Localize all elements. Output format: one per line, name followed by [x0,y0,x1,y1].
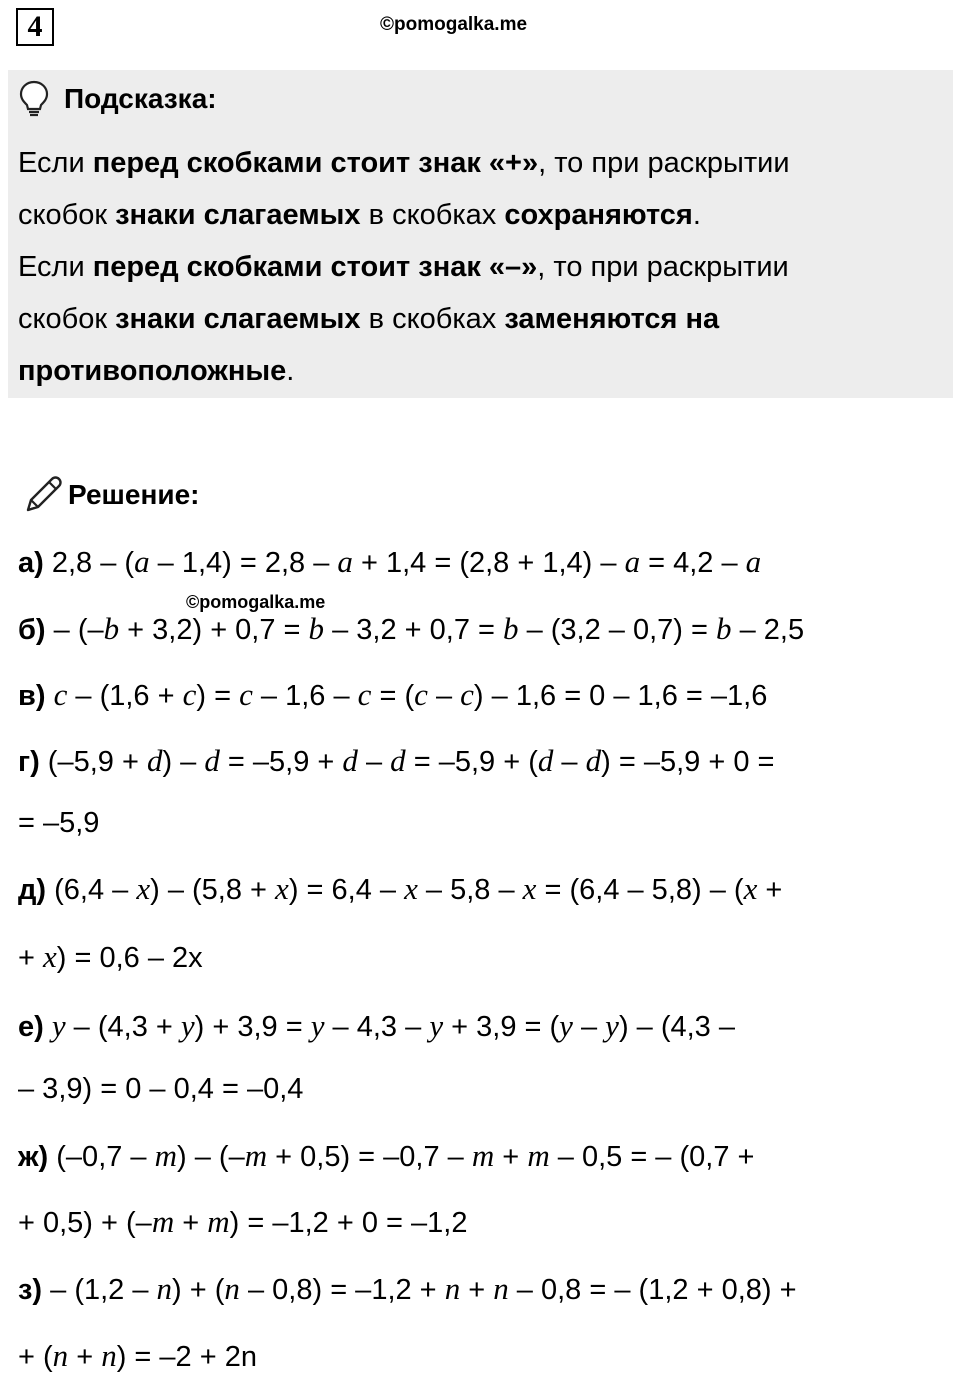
solution-expression: 2,8 – (a – 1,4) = 2,8 – a + 1,4 = (2,8 + 1,4) – a = 4,2 – a [43,544,762,579]
hint-line [18,146,790,180]
hint-bold-text: сохраняются [504,199,693,231]
hint-text-run: в скобках [360,303,505,335]
solution-expression: y – (4,3 + y) + 3,9 = y – 4,3 – y + 3,9 = (y – y) – (4,3 – [51,1008,735,1043]
solution-item-label: а) [18,547,44,579]
solution-expression: (–5,9 + d) – d = –5,9 + d – d = –5,9 + (d – d) = –5,9 + 0 = [39,743,775,778]
hint-text-run: скобок [18,303,116,335]
hint-line [18,250,789,284]
solution-line [18,1272,797,1307]
hint-bold-text: противоположные [18,355,287,387]
hint-text-run: в скобках [360,199,505,231]
hint-title: Подсказка: [64,83,217,114]
hint-text-run: , то при раскрытии [537,251,789,283]
solution-line [18,545,761,580]
watermark-top: ©pomogalka.me [380,14,528,35]
solution-line [18,806,99,840]
solution-title: Решение: [68,479,200,510]
solution-line [18,612,804,647]
solution-line [18,1205,467,1240]
solution-line [18,1139,754,1174]
hint-line [18,354,294,388]
hint-line [18,302,719,336]
solution-item-label: в) [18,680,46,712]
hint-bold-text: знаки слагаемых [115,303,361,335]
hint-line [18,198,701,232]
hint-box [8,70,953,398]
solution-line [18,1339,257,1374]
hint-bold-text: перед скобками стоит знак «+» [92,147,539,179]
solution-expression: (6,4 – x) – (5,8 + x) = 6,4 – x – 5,8 – x = (6,4 – 5,8) – (x + [46,871,783,906]
watermark-middle: ©pomogalka.me [186,592,326,612]
solution-expression: – 3,9) = 0 – 0,4 = –0,4 [18,1073,304,1105]
solution-item-label: б) [18,614,46,646]
solution-line [18,1009,735,1044]
solution-expression: c – (1,6 + c) = c – 1,6 – c = (c – c) – 1,6 = 0 – 1,6 = –1,6 [53,677,768,712]
solution-line [18,940,203,975]
hint-text-run: , то при раскрытии [538,147,790,179]
solution-expression: (–0,7 – m) – (–m + 0,5) = –0,7 – m + m – 0,5 = – (0,7 + [48,1138,755,1173]
hint-text-run: скобок [18,199,116,231]
hint-text-run: . [692,199,701,231]
hint-bold-text: знаки слагаемых [115,199,361,231]
lightbulb-icon [18,80,50,118]
hint-bold-text: перед скобками стоит знак «–» [92,251,538,283]
solution-expression: + 0,5) + (–m + m) = –1,2 + 0 = –1,2 [18,1204,468,1239]
solution-item-label: е) [18,1011,44,1043]
hint-bold-text: заменяются на [504,303,720,335]
hint-text-run: Если [18,251,93,283]
solution-expression: + (n + n) = –2 + 2n [18,1338,257,1373]
solution-line [18,1072,303,1106]
solution-expression: = –5,9 [18,807,100,839]
hint-text-run: Если [18,147,93,179]
solution-line [18,678,767,713]
pencil-icon [22,474,64,516]
solution-line [18,872,782,907]
hint-text-run: . [286,355,295,387]
solution-expression: – (–b + 3,2) + 0,7 = b – 3,2 + 0,7 = b – (3,2 – 0,7) = b – 2,5 [45,611,805,646]
solution-expression: + x) = 0,6 – 2x [18,939,203,974]
solution-item-label: г) [18,746,40,778]
solution-expression: – (1,2 – n) + (n – 0,8) = –1,2 + n + n – 0,8 = – (1,2 + 0,8) + [42,1271,797,1306]
solution-item-label: ж) [18,1141,49,1173]
task-number: 4 [16,8,54,46]
solution-line [18,744,774,779]
solution-item-label: д) [18,874,47,906]
solution-item-label: з) [18,1274,43,1306]
